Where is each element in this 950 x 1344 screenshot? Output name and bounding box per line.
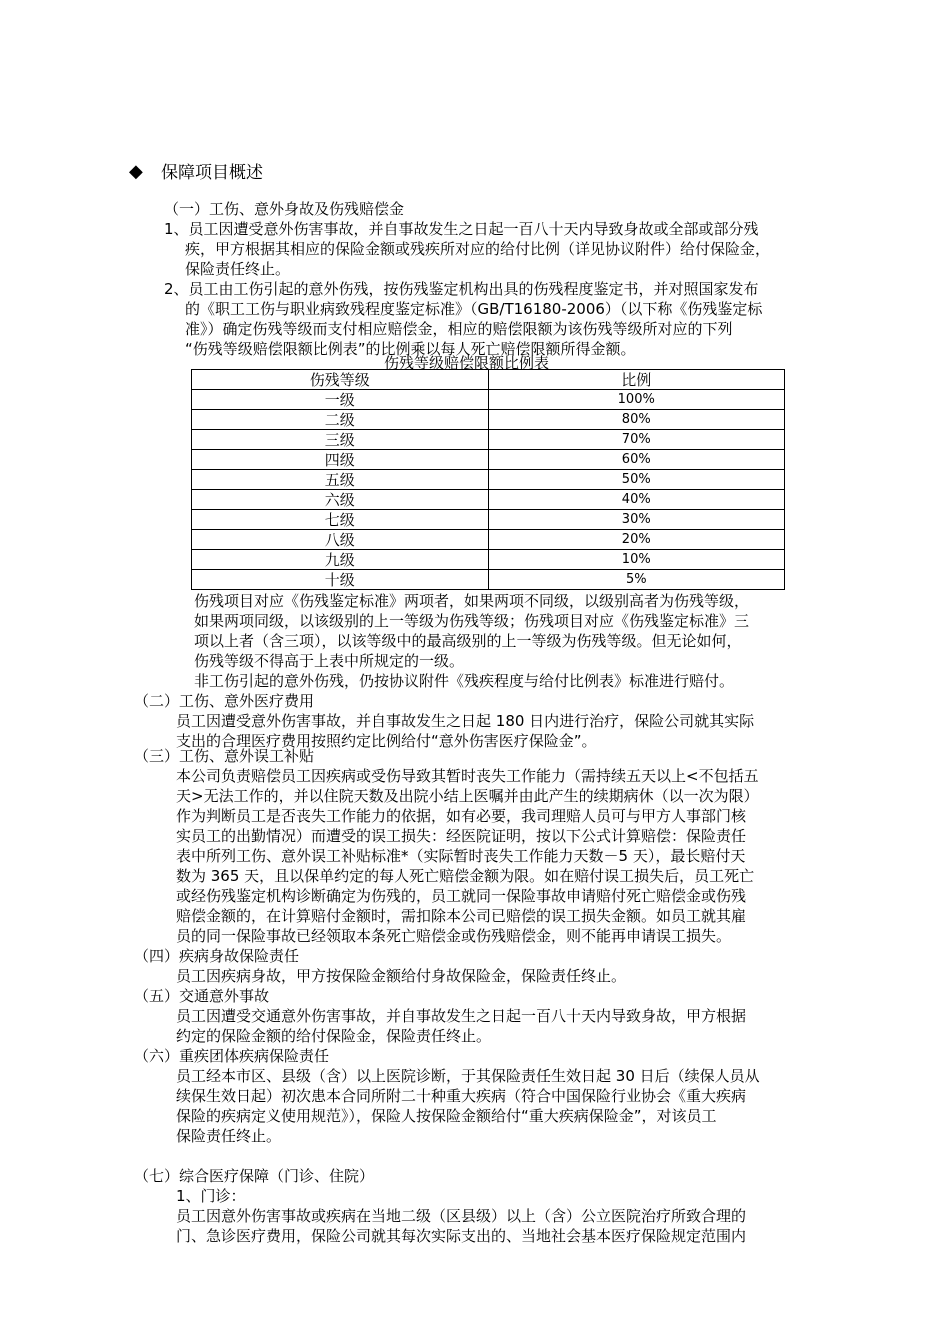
sec3-line: 作为判断员工是否丧失工作能力的依据，如有必要，我司理赔人员可与甲方人事部门核 (176, 807, 747, 825)
grade-cell: 八级 (192, 530, 489, 550)
sec1-item2-line: “伤残等级赔偿限额比例表”的比例乘以每人死亡赔偿限额所得金额。 (185, 340, 636, 358)
sec7-sub1: 1、门诊： (176, 1187, 246, 1205)
sec1-item1-line: 保险责任终止。 (185, 260, 291, 278)
table-row (192, 430, 785, 450)
sec4-line: 员工因疾病身故，甲方按保险金额给付身故保险金，保险责任终止。 (176, 967, 627, 985)
sec7-line: 员工因意外伤害事故或疾病在当地二级（区县级）以上（含）公立医院治疗所致合理的 (176, 1207, 747, 1225)
ratio-cell: 80% (488, 410, 785, 430)
sec6-title: （六）重疾团体疾病保险责任 (134, 1047, 330, 1065)
disability-ratio-table (191, 369, 785, 590)
sec7-title: （七）综合医疗保障（门诊、住院） (134, 1167, 375, 1185)
sec3-line: 表中所列工伤、意外误工补贴标准*（实际暂时丧失工作能力天数－5 天），最长赔付天 (176, 847, 746, 865)
ratio-cell: 60% (488, 450, 785, 470)
sec7-line: 门、急诊医疗费用，保险公司就其每次实际支出的、当地社会基本医疗保险规定范围内 (176, 1227, 747, 1245)
sec1-item1-line: 1、员工因遭受意外伤害事故，并自事故发生之日起一百八十天内导致身故或全部或部分残 (164, 220, 759, 238)
sec2-line: 员工因遭受意外伤害事故，并自事故发生之日起 180 日内进行治疗，保险公司就其实际 (176, 712, 755, 730)
sec5-line: 约定的保险金额的给付保险金，保险责任终止。 (176, 1027, 492, 1045)
table-row (192, 450, 785, 470)
note-line: 项以上者（含三项），以该等级中的最高级别的上一等级为伤残等级。但无论如何， (194, 632, 742, 650)
sec2-line: 支出的合理医疗费用按照约定比例给付“意外伤害医疗保险金”。 (176, 732, 597, 750)
diamond-bullet-icon: ◆ (129, 161, 143, 182)
table-caption: 伤残等级赔偿限额比例表 (384, 354, 550, 372)
grade-cell: 七级 (192, 510, 489, 530)
table-header-row (192, 370, 785, 390)
sec4-title: （四）疾病身故保险责任 (134, 947, 300, 965)
sec3-title: （三）工伤、意外误工补贴 (134, 747, 315, 765)
grade-cell: 二级 (192, 410, 489, 430)
sec1-item2-line: 的《职工工伤与职业病致残程度鉴定标准》（GB/T16180-2006）（以下称《伤残鉴定标 (185, 300, 763, 318)
grade-cell: 十级 (192, 570, 489, 590)
sec3-line: 赔偿金额的，在计算赔付金额时，需扣除本公司已赔偿的误工损失金额。如员工就其雇 (176, 907, 747, 925)
sec3-line: 数为 365 天，且以保单约定的每人死亡赔偿金额为限。如在赔付误工损失后，员工死亡 (176, 867, 755, 885)
ratio-cell: 100% (488, 390, 785, 410)
section-heading: 保障项目概述 (161, 163, 263, 183)
table-header-cell: 伤残等级 (192, 370, 489, 390)
sec5-title: （五）交通意外事故 (134, 987, 270, 1005)
sec3-line: 实员工的出勤情况）而遭受的误工损失：经医院证明，按以下公式计算赔偿：保险责任 (176, 827, 747, 845)
sec3-line: 员的同一保险事故已经领取本条死亡赔偿金或伤残赔偿金，则不能再申请误工损失。 (176, 927, 732, 945)
grade-cell: 三级 (192, 430, 489, 450)
table-row (192, 410, 785, 430)
table-row (192, 470, 785, 490)
grade-cell: 九级 (192, 550, 489, 570)
ratio-cell: 10% (488, 550, 785, 570)
ratio-cell: 50% (488, 470, 785, 490)
sec1-title: （一）工伤、意外身故及伤残赔偿金 (164, 200, 405, 218)
sec1-item2-line: 2、员工由工伤引起的意外伤残，按伤残鉴定机构出具的伤残程度鉴定书，并对照国家发布 (164, 280, 759, 298)
note-line: 如果两项同级，以该级别的上一等级为伤残等级；伤残项目对应《伤残鉴定标准》三 (194, 612, 750, 630)
sec6-line: 保险责任终止。 (176, 1127, 282, 1145)
grade-cell: 六级 (192, 490, 489, 510)
sec3-line: 本公司负责赔偿员工因疾病或受伤导致其暂时丧失工作能力（需持续五天以上<不包括五 (176, 767, 759, 785)
table-row (192, 390, 785, 410)
table-row (192, 550, 785, 570)
sec6-line: 续保生效日起）初次患本合同所附二十种重大疾病（符合中国保险行业协会《重大疾病 (176, 1087, 747, 1105)
sec5-line: 员工因遭受交通意外伤害事故，并自事故发生之日起一百八十天内导致身故，甲方根据 (176, 1007, 747, 1025)
table-row (192, 530, 785, 550)
note-line: 非工伤引起的意外伤残，仍按协议附件《残疾程度与给付比例表》标准进行赔付。 (194, 672, 735, 690)
table-header-cell: 比例 (488, 370, 785, 390)
sec1-item2-line: 准》）确定伤残等级而支付相应赔偿金，相应的赔偿限额为该伤残等级所对应的下列 (185, 320, 733, 338)
grade-cell: 四级 (192, 450, 489, 470)
table-row (192, 510, 785, 530)
table-row (192, 570, 785, 590)
ratio-cell: 5% (488, 570, 785, 590)
sec3-line: 天>无法工作的，并以住院天数及出院小结上医嘱并由此产生的续期病休（以一次为限） (176, 787, 759, 805)
ratio-cell: 30% (488, 510, 785, 530)
sec6-line: 保险的疾病定义使用规范》），保险人按保险金额给付“重大疾病保险金”，对该员工 (176, 1107, 717, 1125)
ratio-cell: 20% (488, 530, 785, 550)
note-line: 伤残等级不得高于上表中所规定的一级。 (194, 652, 465, 670)
grade-cell: 五级 (192, 470, 489, 490)
grade-cell: 一级 (192, 390, 489, 410)
note-line: 伤残项目对应《伤残鉴定标准》两项者，如果两项不同级，以级别高者为伤残等级， (194, 592, 750, 610)
ratio-cell: 70% (488, 430, 785, 450)
sec2-title: （二）工伤、意外医疗费用 (134, 692, 315, 710)
sec6-line: 员工经本市区、县级（含）以上医院诊断，于其保险责任生效日起 30 日后（续保人员从 (176, 1067, 760, 1085)
ratio-cell: 40% (488, 490, 785, 510)
table-row (192, 490, 785, 510)
sec3-line: 或经伤残鉴定机构诊断确定为伤残的，员工就同一保险事故申请赔付死亡赔偿金或伤残 (176, 887, 747, 905)
sec1-item1-line: 疾，甲方根据其相应的保险金额或残疾所对应的给付比例（详见协议附件）给付保险金， (185, 240, 771, 258)
